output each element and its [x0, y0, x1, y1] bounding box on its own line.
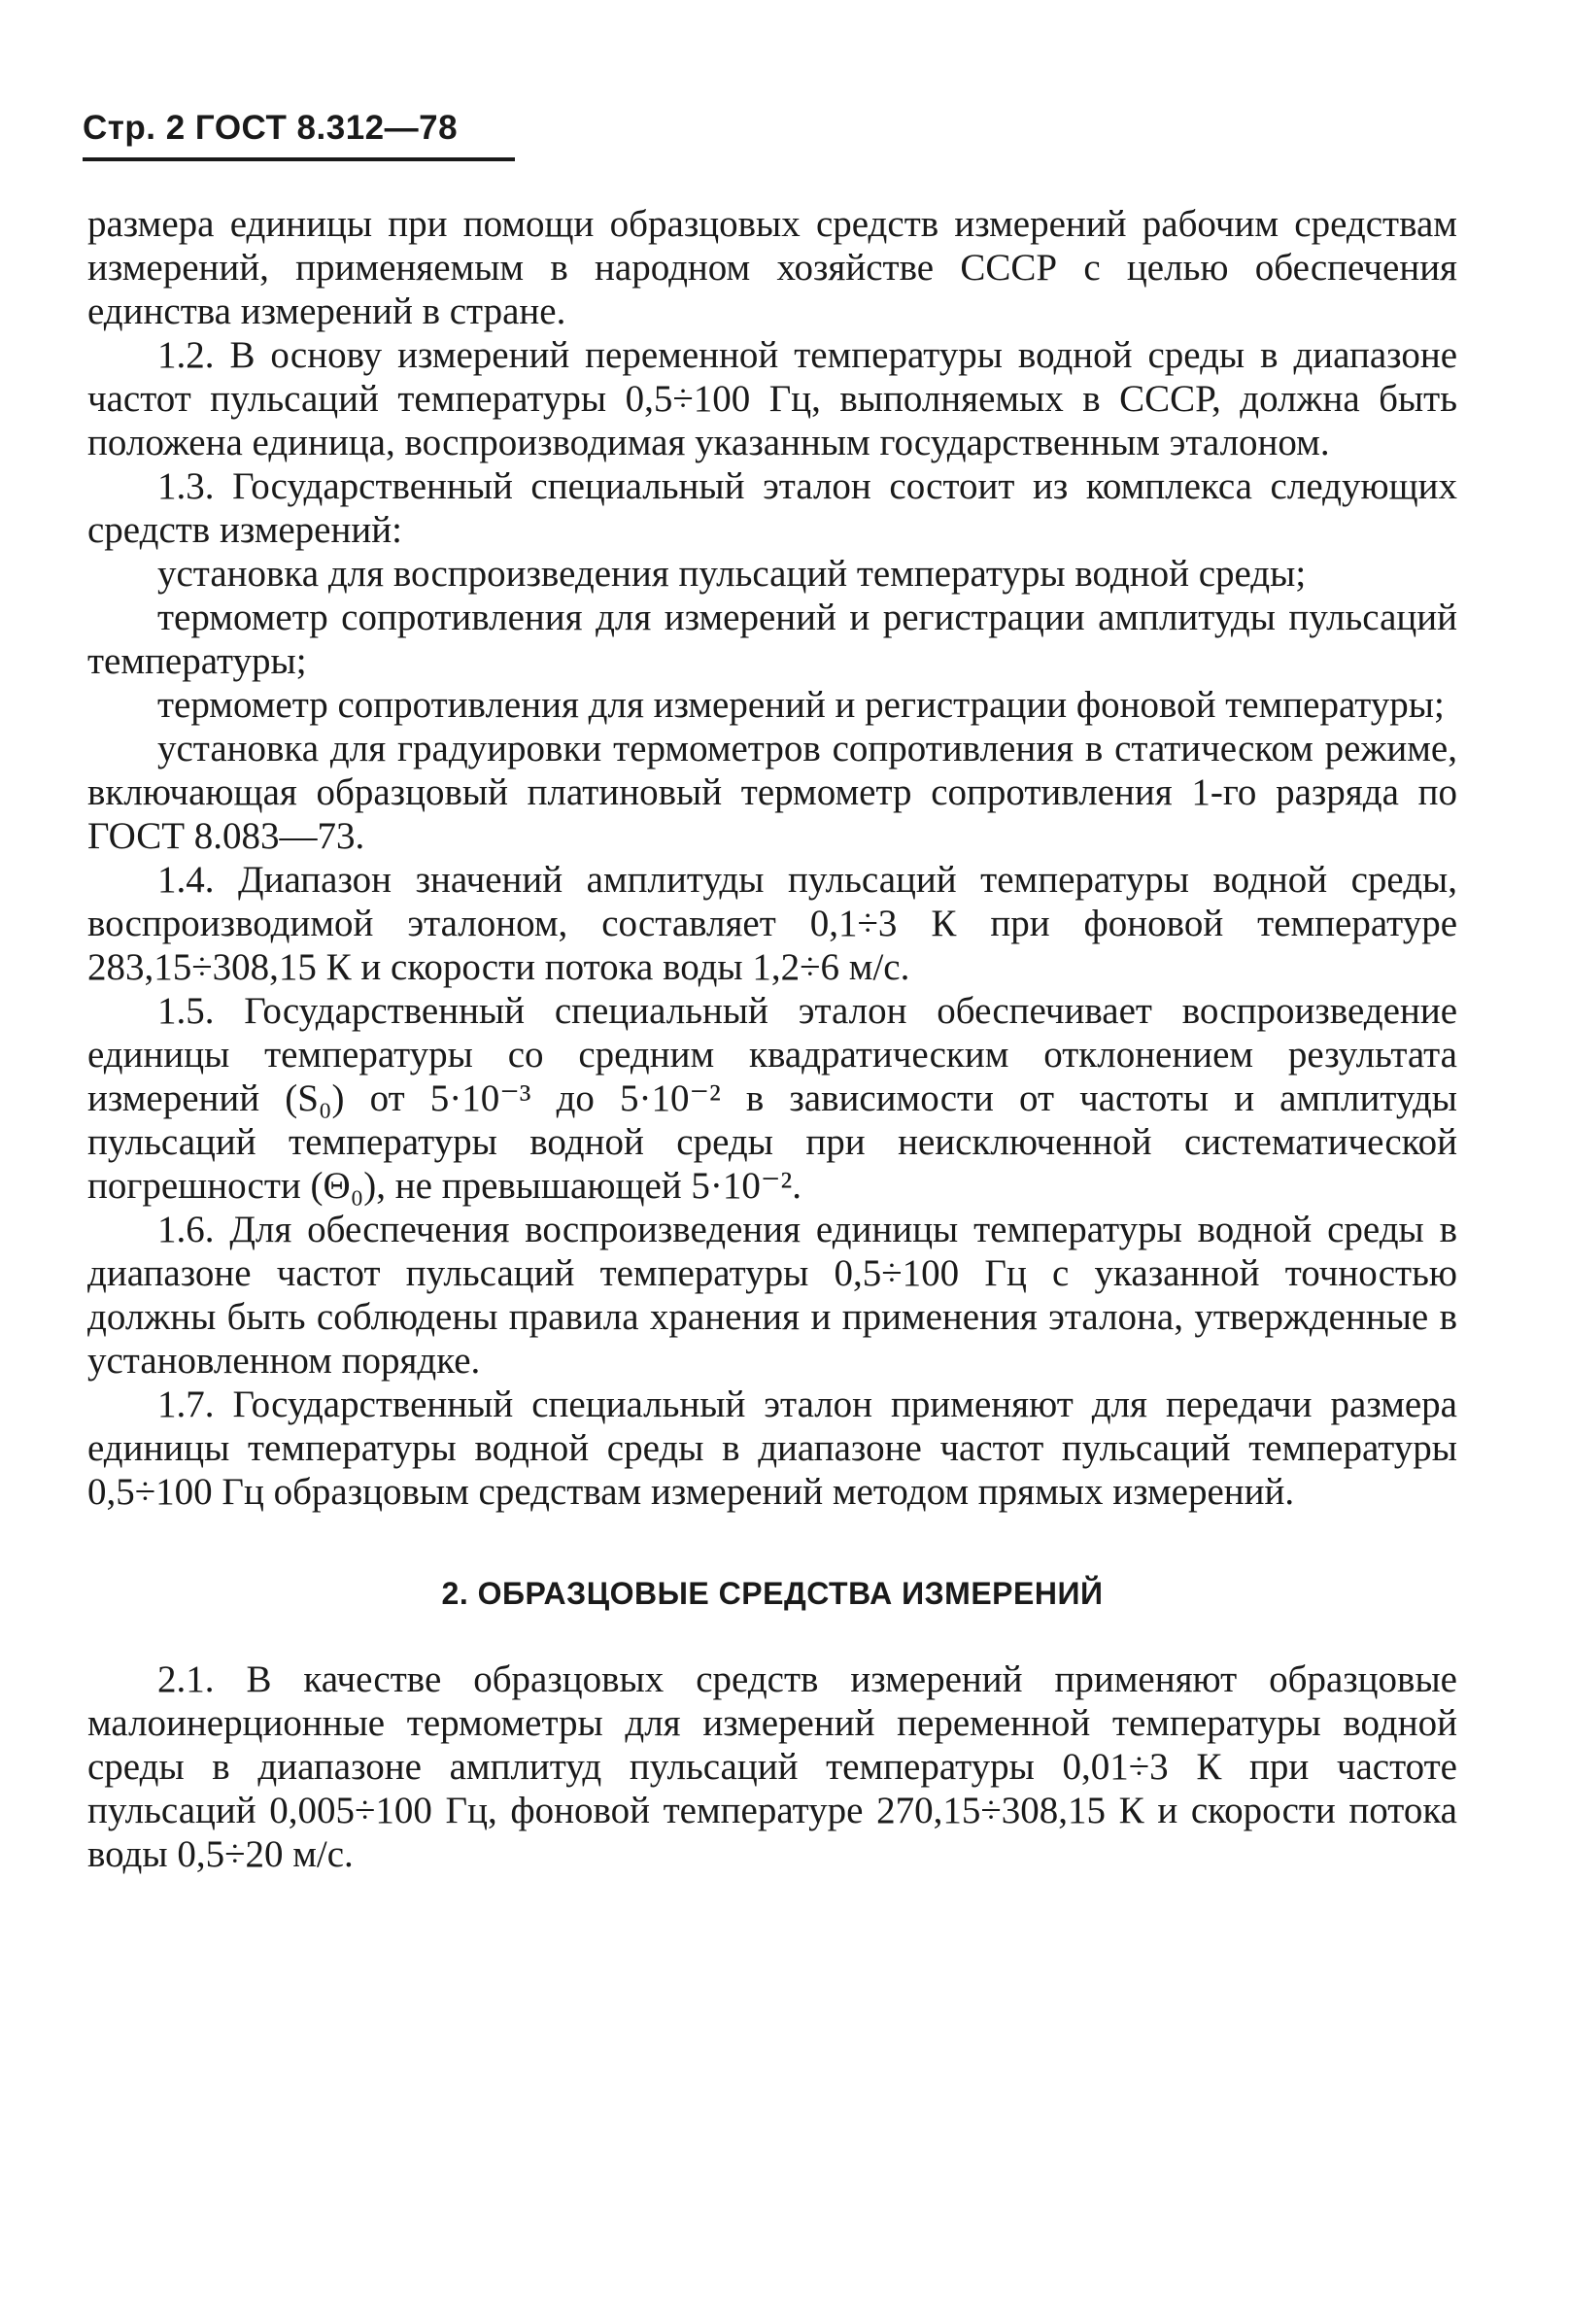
list-item-1: установка для воспроизведения пульсаций температуры водной среды; [157, 553, 1307, 595]
paragraph-1-7: 1.7. Государственный специальный эталон применяют для передачи размера единицы температуры водной среды в диапазоне частот пульсаций температуры 0,5÷100 Гц образцовым средствам измерений методом прямых измерений. [87, 1384, 1457, 1513]
list-item-3: термометр сопротивления для измерений и регистрации фоновой температуры; [157, 684, 1445, 726]
paragraph-1-5: 1.5. Государственный специальный эталон обеспечивает воспроизведение единицы температуры со средним квадратическим отклонением результата измерений (S₀) от 5·10⁻³ до 5·10⁻² в зависимости от частоты и амплитуды пульсаций температуры водной среды при неисключенной систематической погрешности (Θ₀), не превышающей 5·10⁻². [87, 990, 1457, 1207]
paragraph-2-1: 2.1. В качестве образцовых средств измерений применяют образцовые малоинерционные термометры для измерений переменной температуры водной среды в диапазоне амплитуд пульсаций температуры 0,01÷3 К при частоте пульсаций 0,005÷100 Гц, фоновой температуре 270,15÷308,15 К и скорости потока воды 0,5÷20 м/с. [87, 1658, 1457, 1875]
section-2-title: 2. ОБРАЗЦОВЫЕ СРЕДСТВА ИЗМЕРЕНИЙ [441, 1576, 1104, 1611]
list-item-4: установка для градуировки термометров сопротивления в статическом режиме, включающая образцовый платиновый термометр сопротивления 1-го разряда по ГОСТ 8.083—73. [87, 728, 1457, 857]
paragraph-continuation: размера единицы при помощи образцовых средств измерений рабочим средствам измерений, применяемым в народном хозяйстве СССР с целью обеспечения единства измерений в стране. [87, 203, 1457, 332]
page-header: Стр. 2 ГОСТ 8.312—78 [83, 109, 459, 147]
header-rule [83, 157, 515, 161]
paragraph-1-4: 1.4. Диапазон значений амплитуды пульсаций температуры водной среды, воспроизводимой эталоном, составляет 0,1÷3 К при фоновой температуре 283,15÷308,15 К и скорости потока воды 1,2÷6 м/с. [87, 859, 1457, 988]
document-body [87, 202, 1457, 1876]
list-item-2: термометр сопротивления для измерений и регистрации амплитуды пульсаций температуры; [87, 597, 1457, 682]
paragraph-1-2: 1.2. В основу измерений переменной температуры водной среды в диапазоне частот пульсаций температуры 0,5÷100 Гц, выполняемых в СССР, должна быть положена единица, воспроизводимая указанным государственным эталоном. [87, 334, 1457, 463]
paragraph-1-6: 1.6. Для обеспечения воспроизведения единицы температуры водной среды в диапазоне частот пульсаций температуры 0,5÷100 Гц с указанной точностью должны быть соблюдены правила хранения и применения эталона, утвержденные в установленном порядке. [87, 1209, 1457, 1382]
paragraph-1-3: 1.3. Государственный специальный эталон состоит из комплекса следующих средств измерений: [87, 465, 1457, 551]
